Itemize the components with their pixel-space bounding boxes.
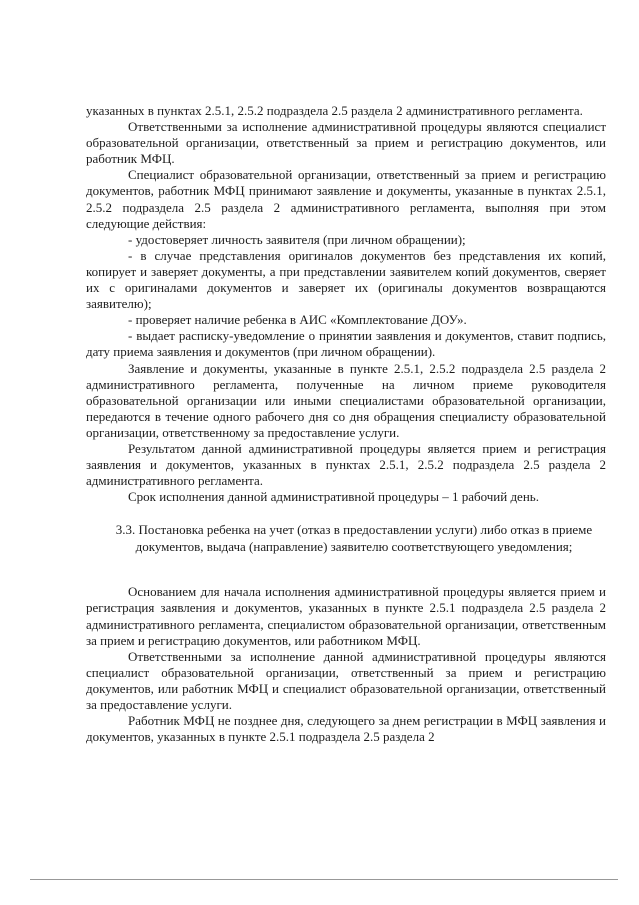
list-item-receipt: - выдает расписку-уведомление о принятии заявления и документов, ставит подпись, дату приема заявления и документов (при личном обращении). (86, 328, 606, 360)
paragraph-responsible-2: Ответственными за исполнение данной административной процедуры являются специалист образовательной организации, ответственный за прием и регистрацию документов, или работник МФЦ и специалист образовательной организации, ответственный за предоставление услуги. (86, 648, 606, 712)
paragraph-basis: Основанием для начала исполнения административной процедуры является прием и регистрация заявления и документов, указанных в пункте 2.5.1 подраздела 2.5 раздела 2 административного регламента, специалистом образовательной организации, ответственным за прием и регистрацию документов, или работником МФЦ. (86, 584, 606, 648)
spacer (86, 555, 606, 584)
paragraph-deadline: Срок исполнения данной административной процедуры – 1 рабочий день. (128, 489, 539, 505)
paragraph-continuation: указанных в пунктах 2.5.1, 2.5.2 подраздела 2.5 раздела 2 административного регламента. (86, 103, 583, 118)
page-bottom-rule (30, 879, 618, 880)
list-item-identity: - удостоверяет личность заявителя (при личном обращении); (128, 231, 466, 247)
paragraph-responsible: Ответственными за исполнение административной процедуры являются специалист образовательной организации, ответственный за прием и регистрацию документов, или работник МФЦ. (86, 119, 606, 167)
spacer (86, 505, 606, 522)
list-item-ais-check: - проверяет наличие ребенка в АИС «Комплектование ДОУ». (128, 312, 467, 328)
paragraph-transfer: Заявление и документы, указанные в пункте 2.5.1, 2.5.2 подраздела 2.5 раздела 2 административного регламента, полученные на личном приеме руководителя образовательной организации или иными специалистами образовательной организации, передаются в течение одного рабочего дня со дня обращения специалисту образовательной организации, ответственному за предоставление услуги. (86, 360, 606, 440)
paragraph-result: Результатом данной административной процедуры является прием и регистрация заявления и документов, указанных в пунктах 2.5.1, 2.5.2 подраздела 2.5 раздела 2 административного регламента. (86, 440, 606, 489)
list-item-copies: - в случае представления оригиналов документов без представления их копий, копирует и заверяет документы, а при представлении заявителем копий документов, сверяет их с оригиналами документов и заверяет их (оригиналы документов возвращаются заявителю); (86, 247, 606, 312)
section-heading: 3.3. Постановка ребенка на учет (отказ в предоставлении услуги) либо отказ в приеме документов, выдача (направление) заявителю соответствующего уведомления; (115, 522, 593, 554)
paragraph-mfc-worker: Работник МФЦ не позднее дня, следующего за днем регистрации в МФЦ заявления и документов, указанных в пункте 2.5.1 подраздела 2.5 раздела 2 (86, 713, 606, 745)
document-page (86, 103, 606, 745)
paragraph-specialist-actions: Специалист образовательной организации, ответственный за прием и регистрацию документов, работник МФЦ принимают заявление и документы, указанные в пунктах 2.5.1, 2.5.2 подраздела 2.5 раздела 2 административного регламента, выполняя при этом следующие действия: (86, 167, 606, 231)
